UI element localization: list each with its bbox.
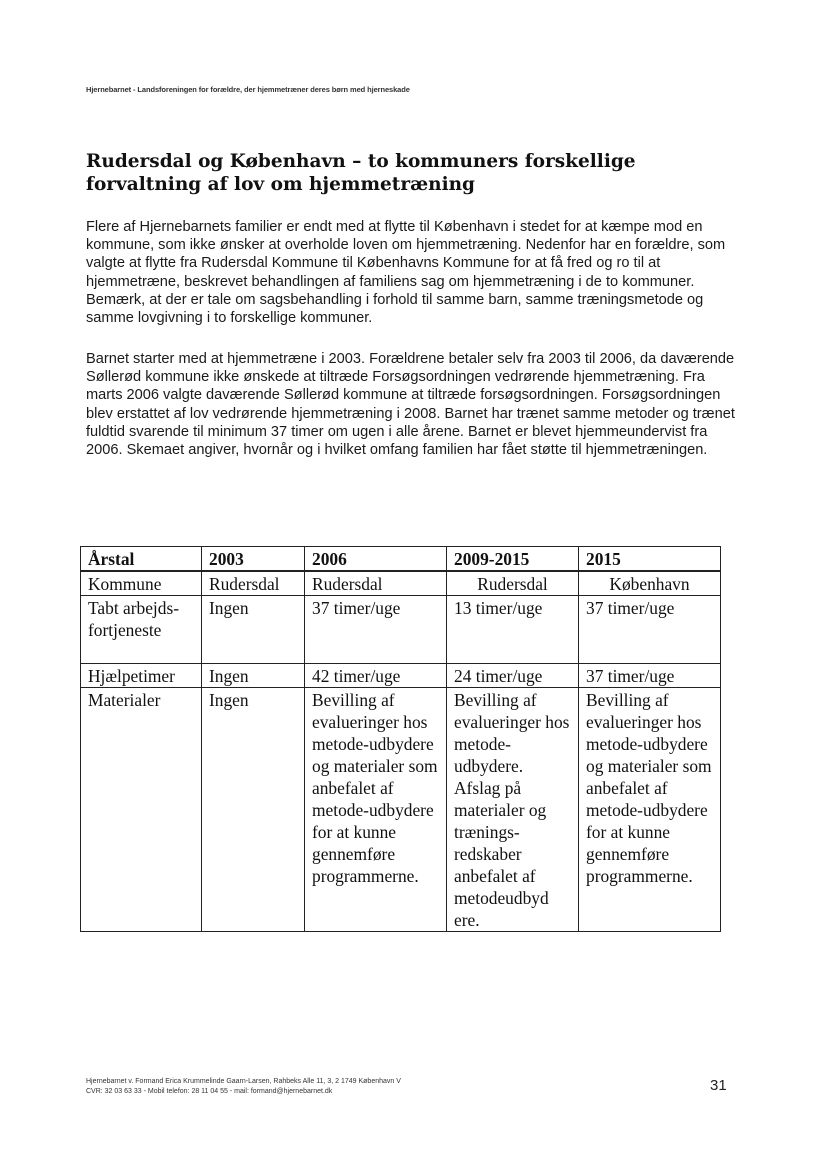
page-number: 31	[710, 1077, 727, 1094]
table-cell: Ingen	[202, 688, 305, 932]
background-paragraph: Barnet starter med at hjemmetræne i 2003. Forældrene betaler selv fra 2003 til 2006, da daværende Søllerød kommune ikke ønskede at tiltræde Forsøgsordningen vedrørende hjemmetræning. Fra marts 2006 valgte daværende Søllerød kommune at tiltræde forsøgsordningen. Forsøgsordningen blev erstattet af lov vedrørende hjemmetræning i 2008. Barnet har trænet samme metoder og trænet fuldtid svarende til minimum 37 timer om ugen i alle årene. Barnet er blevet hjemmeundervist fra 2006. Skemaet angiver, hvornår og i hvilket omfang familien har fået støtte til hjemmetræningen.	[86, 351, 735, 459]
table-cell: Bevilling af evalueringer hos metode-udbydere og materialer som anbefalet af metode-udbydere for at kunne gennemføre programmerne.	[305, 688, 447, 932]
table-row	[81, 571, 721, 596]
table-cell: 24 timer/uge	[447, 664, 579, 688]
intro-paragraph: Flere af Hjernebarnets familier er endt med at flytte til København i stedet for at kæmpe mod en kommune, som ikke ønsker at overholde loven om hjemmetræning. Nedenfor har en forældre, som valgte at flytte fra Rudersdal Kommune til Københavns Kommune for at få fred og ro til at hjemmetræne, beskrevet behandlingen af familiens sag om hjemmetræning i de to kommuner. Bemærk, at der er tale om sagsbehandling i forhold til samme barn, samme træningsmetode og samme lovgivning i to forskellige kommuner.	[86, 219, 726, 327]
table-header-row	[81, 547, 721, 572]
article-title: Rudersdal og København – to kommuners forskellige forvaltning af lov om hjemmetræning	[86, 151, 636, 195]
table-row	[81, 688, 721, 932]
footer-contact: CVR: 32 03 63 33 - Mobil telefon: 28 11 04 55 - mail: formand@hjernebarnet.dk	[86, 1088, 333, 1095]
table-cell: 42 timer/uge	[305, 664, 447, 688]
table-cell: København	[579, 571, 721, 596]
header-cell-2015: 2015	[579, 547, 721, 572]
table-row	[81, 596, 721, 664]
table-cell: Bevilling af evalueringer hos metode-udbydere og materialer som anbefalet af metode-udbydere for at kunne gennemføre programmerne.	[579, 688, 721, 932]
support-table	[80, 546, 721, 932]
table-cell: 37 timer/uge	[579, 664, 721, 688]
row-label-tabt-arbejdsfortjeneste: Tabt arbejds-fortjeneste	[81, 596, 202, 664]
table-cell: Rudersdal	[202, 571, 305, 596]
table-cell: 13 timer/uge	[447, 596, 579, 664]
table-row	[81, 664, 721, 688]
table-cell: Rudersdal	[447, 571, 579, 596]
table-cell: 37 timer/uge	[579, 596, 721, 664]
footer-address: Hjernebarnet v. Formand Erica Krummelinde Gaarn-Larsen, Rahbeks Alle 11, 3, 2 1749 København V	[86, 1078, 401, 1085]
table-cell: Rudersdal	[305, 571, 447, 596]
header-cell-2003: 2003	[202, 547, 305, 572]
table-cell: Bevilling af evalueringer hos metode-udbydere. Afslag på materialer og trænings-redskaber anbefalet af metodeudbyd ere.	[447, 688, 579, 932]
header-cell-2006: 2006	[305, 547, 447, 572]
row-label-materialer: Materialer	[81, 688, 202, 932]
page-footer	[86, 1077, 401, 1097]
header-cell-year: Årstal	[81, 547, 202, 572]
page-header: Hjernebarnet - Landsforeningen for forældre, der hjemmetræner deres børn med hjerneskade	[86, 85, 410, 94]
table-cell: Ingen	[202, 596, 305, 664]
row-label-kommune: Kommune	[81, 571, 202, 596]
table-cell: Ingen	[202, 664, 305, 688]
table-cell: 37 timer/uge	[305, 596, 447, 664]
header-cell-2009-2015: 2009-2015	[447, 547, 579, 572]
row-label-hjaelpetimer: Hjælpetimer	[81, 664, 202, 688]
